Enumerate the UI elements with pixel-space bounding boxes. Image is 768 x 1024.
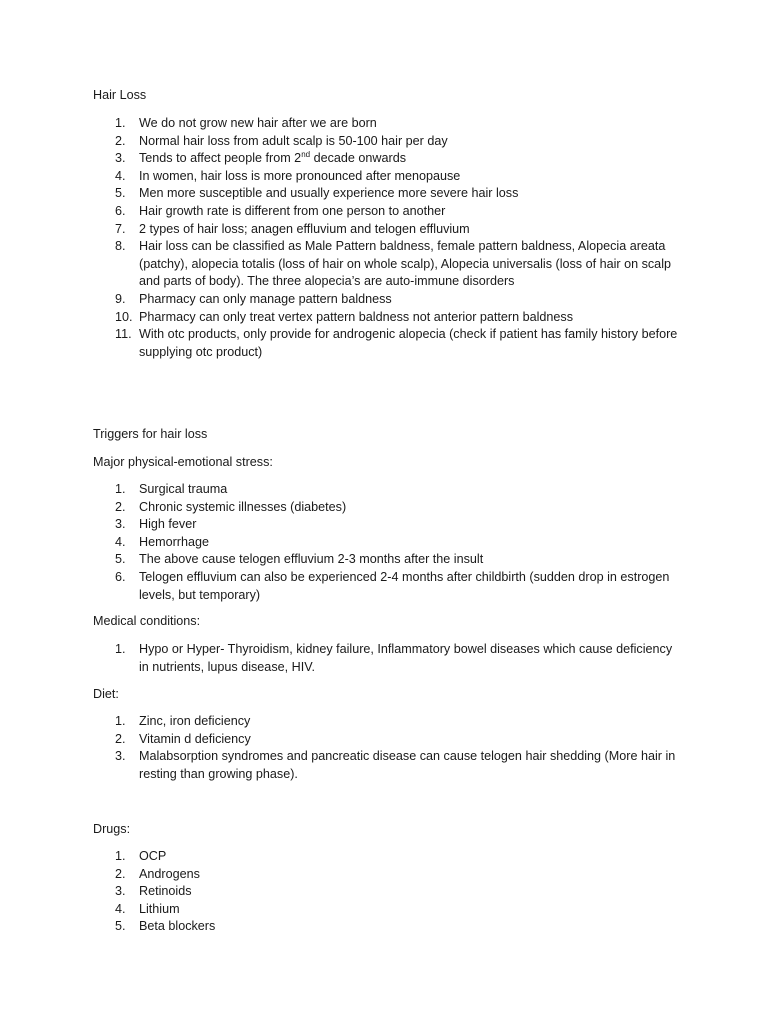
list-item bbox=[93, 185, 683, 203]
hair-loss-list bbox=[93, 115, 683, 361]
item-text: In women, hair loss is more pronounced after menopause bbox=[139, 168, 461, 183]
item-number: 1. bbox=[115, 116, 126, 130]
item-number: 3. bbox=[115, 517, 126, 532]
item-text: Men more susceptible and usually experience more severe hair loss bbox=[139, 186, 519, 201]
list-item bbox=[93, 291, 683, 309]
list-item bbox=[93, 569, 683, 604]
item-text: Chronic systemic illnesses (diabetes) bbox=[139, 499, 347, 514]
item-number: 11. bbox=[115, 327, 132, 342]
list-item bbox=[93, 499, 683, 517]
list-item bbox=[93, 516, 683, 534]
item-text: Hair growth rate is different from one person to another bbox=[139, 203, 446, 218]
item-number: 10. bbox=[115, 309, 133, 324]
item-number: 8. bbox=[115, 239, 126, 254]
item-number: 9. bbox=[115, 291, 126, 306]
drugs-heading: Drugs: bbox=[93, 822, 131, 836]
item-number: 2. bbox=[115, 731, 126, 746]
item-number: 5. bbox=[115, 186, 126, 201]
item-number: 2. bbox=[115, 133, 126, 148]
diet-list bbox=[93, 713, 683, 783]
list-item bbox=[93, 713, 683, 731]
list-item bbox=[93, 168, 683, 186]
item-number: 7. bbox=[115, 221, 126, 236]
item-text-after: decade onwards bbox=[310, 151, 407, 166]
item-number: 3. bbox=[115, 884, 126, 899]
item-number: 5. bbox=[115, 552, 126, 567]
item-text: Malabsorption syndromes and pancreatic disease can cause telogen hair shedding (More hair in resting than growing phase). bbox=[139, 749, 676, 781]
stress-heading: Major physical-emotional stress: bbox=[93, 455, 273, 469]
item-text-before: Tends to affect people from 2 bbox=[139, 151, 302, 166]
list-item bbox=[93, 309, 683, 327]
item-text: Androgens bbox=[139, 866, 200, 881]
item-text: Hemorrhage bbox=[139, 534, 209, 549]
drugs-list bbox=[93, 848, 683, 936]
item-text: 2 types of hair loss; anagen effluvium and telogen effluvium bbox=[139, 221, 470, 236]
list-item bbox=[93, 133, 683, 151]
list-item bbox=[93, 848, 683, 866]
list-item bbox=[93, 641, 683, 676]
item-text: Pharmacy can only treat vertex pattern baldness not anterior pattern baldness bbox=[139, 309, 574, 324]
item-number: 6. bbox=[115, 569, 126, 584]
item-text: Lithium bbox=[139, 901, 180, 916]
triggers-heading: Triggers for hair loss bbox=[93, 427, 208, 441]
item-number: 4. bbox=[115, 168, 126, 183]
list-item bbox=[93, 115, 683, 133]
item-text: Zinc, iron deficiency bbox=[139, 714, 251, 728]
item-number: 5. bbox=[115, 919, 126, 934]
medical-list bbox=[93, 641, 683, 676]
item-number: 1. bbox=[115, 714, 126, 728]
item-text: High fever bbox=[139, 517, 197, 532]
list-item bbox=[93, 534, 683, 552]
item-text: We do not grow new hair after we are born bbox=[139, 116, 377, 130]
list-item bbox=[93, 748, 683, 783]
list-item bbox=[93, 481, 683, 499]
item-number: 2. bbox=[115, 499, 126, 514]
list-item bbox=[93, 731, 683, 749]
item-text: Normal hair loss from adult scalp is 50-100 hair per day bbox=[139, 133, 448, 148]
item-number: 1. bbox=[115, 482, 126, 496]
medical-heading: Medical conditions: bbox=[93, 614, 201, 628]
item-text: Hypo or Hyper- Thyroidism, kidney failure, Inflammatory bowel diseases which cause deficiency in nutrients, lupus disease, HIV. bbox=[139, 642, 673, 674]
item-text: Beta blockers bbox=[139, 919, 216, 934]
item-text: Surgical trauma bbox=[139, 482, 228, 496]
item-number: 2. bbox=[115, 866, 126, 881]
list-item bbox=[93, 203, 683, 221]
item-text bbox=[139, 151, 406, 165]
ordinal-superscript: nd bbox=[301, 150, 311, 159]
item-text: Vitamin d deficiency bbox=[139, 731, 251, 746]
list-item bbox=[93, 901, 683, 919]
item-text: With otc products, only provide for androgenic alopecia (check if patient has family history before supplying otc product) bbox=[139, 327, 678, 359]
list-item bbox=[93, 150, 683, 168]
item-number: 3. bbox=[115, 151, 126, 166]
item-number: 1. bbox=[115, 849, 126, 863]
item-text: Retinoids bbox=[139, 884, 192, 899]
item-number: 6. bbox=[115, 203, 126, 218]
item-text: Pharmacy can only manage pattern baldness bbox=[139, 291, 392, 306]
list-item bbox=[93, 221, 683, 239]
item-number: 1. bbox=[115, 642, 126, 656]
item-number: 3. bbox=[115, 749, 126, 764]
list-item bbox=[93, 326, 683, 361]
list-item bbox=[93, 918, 683, 936]
item-text: Telogen effluvium can also be experienced 2-4 months after childbirth (sudden drop in estrogen levels, but temporary) bbox=[139, 569, 670, 602]
list-item bbox=[93, 238, 683, 291]
list-item bbox=[93, 551, 683, 569]
list-item bbox=[93, 866, 683, 884]
stress-list bbox=[93, 481, 683, 604]
item-text: Hair loss can be classified as Male Pattern baldness, female pattern baldness, Alopecia areata (patchy), alopecia totalis (loss of hair on whole scalp), Alopecia universalis (loss of hair on scalp and parts of body). The three alopecia’s are auto-immune disorders bbox=[139, 239, 671, 289]
item-number: 4. bbox=[115, 901, 126, 916]
item-text: The above cause telogen effluvium 2-3 months after the insult bbox=[139, 552, 484, 567]
diet-heading: Diet: bbox=[93, 687, 119, 701]
page-title: Hair Loss bbox=[93, 88, 147, 102]
item-number: 4. bbox=[115, 534, 126, 549]
item-text: OCP bbox=[139, 849, 167, 863]
list-item bbox=[93, 883, 683, 901]
